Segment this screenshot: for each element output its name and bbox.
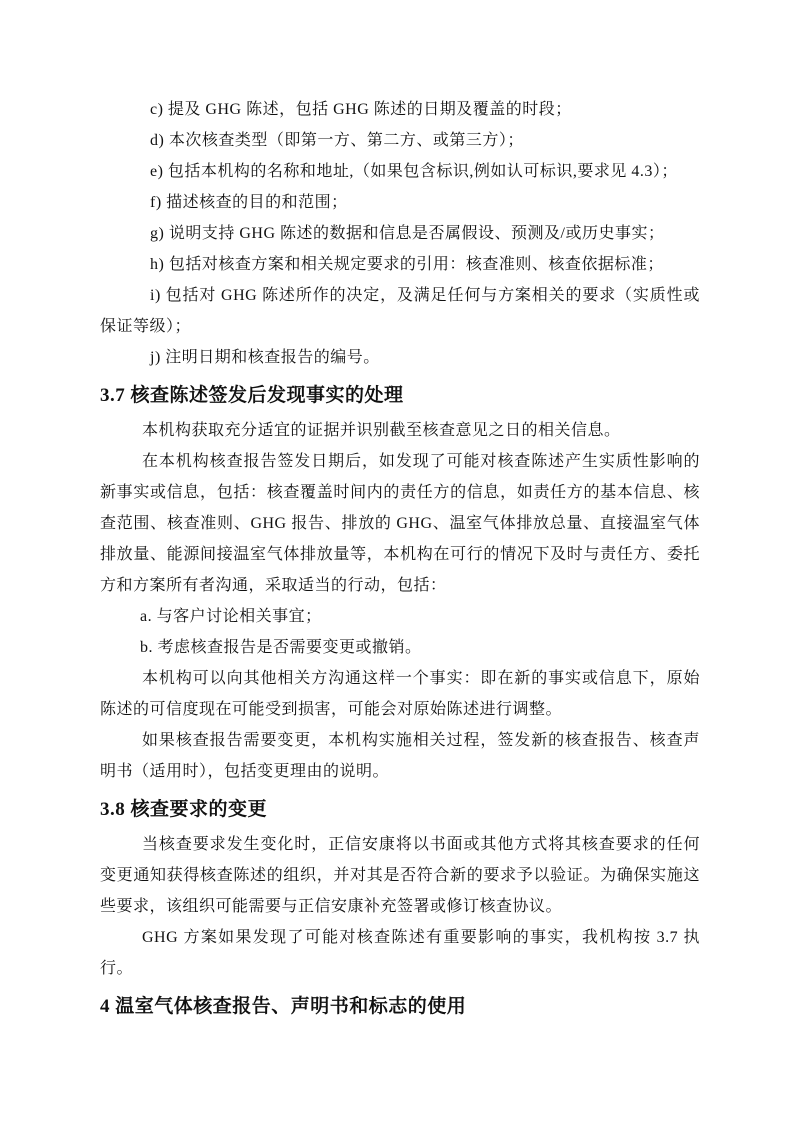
sub-item-a: a. 与客户讨论相关事宜； xyxy=(140,608,322,625)
body-paragraph: 在本机构核查报告签发日期后，如发现了可能对核查陈述产生实质性影响的新事实或信息，包括：核查覆盖时间内的责任方的信息，如责任方的基本信息、核查范围、核查准则、GHG 报告、排放的 GHG、温室气体排放总量、直接温室气体排放量、能源间接温室气体排放量等，本机构在可行的情况下及时与责任方、委托方和方案所有者沟通，采取适当的行动，包括： xyxy=(100,453,700,594)
list-item-i: i) 包括对 GHG 陈述所作的决定，及满足任何与方案相关的要求（实质性或保证等级）； xyxy=(100,287,700,335)
sub-item-b: b. 考虑核查报告是否需要变更或撤销。 xyxy=(140,639,422,656)
document-content xyxy=(100,94,700,1026)
section-heading-3-8: 3.8 核查要求的变更 xyxy=(100,799,268,820)
body-paragraph: 当核查要求发生变化时，正信安康将以书面或其他方式将其核查要求的任何变更通知获得核查陈述的组织，并对其是否符合新的要求予以验证。为确保实施这些要求，该组织可能需要与正信安康补充签署或修订核查协议。 xyxy=(100,836,700,915)
body-paragraph: 本机构获取充分适宜的证据并识别截至核查意见之日的相关信息。 xyxy=(142,422,621,439)
body-paragraph: 如果核查报告需要变更，本机构实施相关过程，签发新的核查报告、核查声明书（适用时），包括变更理由的说明。 xyxy=(100,732,700,780)
list-item-c: c) 提及 GHG 陈述，包括 GHG 陈述的日期及覆盖的时段； xyxy=(150,101,572,118)
list-item-d: d) 本次核查类型（即第一方、第二方、或第三方）； xyxy=(150,132,524,149)
section-heading-4: 4 温室气体核查报告、声明书和标志的使用 xyxy=(100,996,467,1017)
list-item-h: h) 包括对核查方案和相关规定要求的引用：核查准则、核查依据标准； xyxy=(150,256,664,273)
list-item-e: e) 包括本机构的名称和地址,（如果包含标识,例如认可标识,要求见 4.3）； xyxy=(150,163,678,180)
body-paragraph: 本机构可以向其他相关方沟通这样一个事实：即在新的事实或信息下，原始陈述的可信度现在可能受到损害，可能会对原始陈述进行调整。 xyxy=(100,670,700,718)
body-paragraph: GHG 方案如果发现了可能对核查陈述有重要影响的事实，我机构按 3.7 执行。 xyxy=(100,929,700,977)
list-item-j: j) 注明日期和核查报告的编号。 xyxy=(150,349,380,366)
list-item-f: f) 描述核查的目的和范围； xyxy=(150,194,348,211)
section-heading-3-7: 3.7 核查陈述签发后发现事实的处理 xyxy=(100,385,404,406)
list-item-g: g) 说明支持 GHG 陈述的数据和信息是否属假设、预测及/或历史事实； xyxy=(150,225,665,242)
